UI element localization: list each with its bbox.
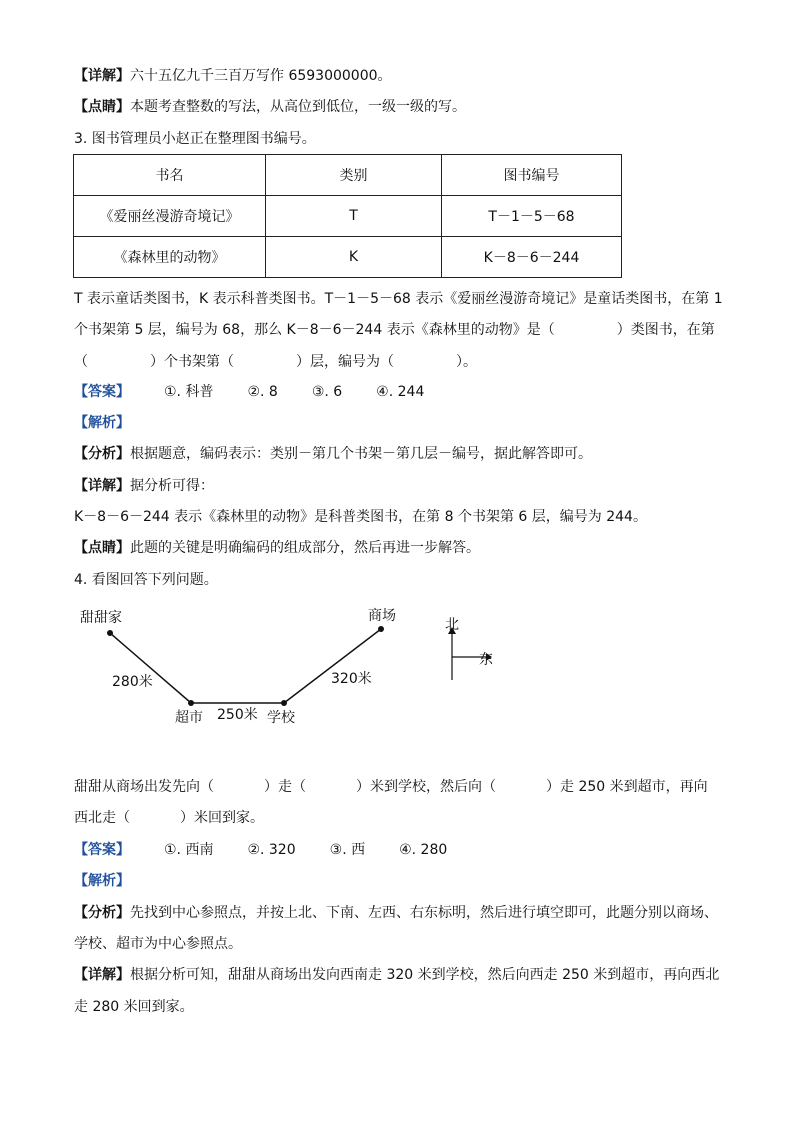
q3-text-segment: 个书架第 5 层，编号为 68，那么 K－8－6－244 表示《森林里的动物》是（ xyxy=(74,322,555,338)
q4-title: 4. 看图回答下列问题。 xyxy=(74,572,218,588)
q4-paragraph-line-1 xyxy=(74,777,708,797)
cell-book-number: K－8－6－244 xyxy=(442,237,622,278)
q3-analysis-heading xyxy=(74,413,130,433)
fenxi-tag: 【分析】 xyxy=(74,446,130,462)
q4-text-segment: ）米到学校，然后向（ xyxy=(356,779,496,795)
distance-school-mall: 320米 xyxy=(331,671,372,687)
q3-title: 3. 图书管理员小赵正在整理图书编号。 xyxy=(74,131,316,147)
mall-point xyxy=(378,626,384,632)
fenxi-text: 根据题意，编码表示：类别－第几个书架－第几层－编号，据此解答即可。 xyxy=(130,446,592,462)
answer-item: ③. 6 xyxy=(311,384,343,400)
answer-item: ①. 西南 xyxy=(164,842,214,858)
answer-item: ②. 8 xyxy=(247,384,278,400)
home-label: 甜甜家 xyxy=(80,610,122,626)
header-category: 类别 xyxy=(266,155,442,196)
table-row xyxy=(74,196,622,237)
cell-book-number: T－1－5－68 xyxy=(442,196,622,237)
home-point xyxy=(107,630,113,636)
supermarket-label: 超市 xyxy=(175,710,203,726)
q3-detail-line-2: K－8－6－244 表示《森林里的动物》是科普类图书，在第 8 个书架第 6 层，编号为 244。 xyxy=(74,509,647,525)
q3-paragraph-line-2 xyxy=(74,320,715,340)
note-tag: 【点睛】 xyxy=(74,540,130,556)
compass-north-label: 北 xyxy=(445,617,459,633)
detail-line-q2 xyxy=(74,66,392,86)
distance-supermarket-school: 250米 xyxy=(217,707,258,723)
q4-text-segment: ）米回到家。 xyxy=(180,810,264,826)
note-text: 此题的关键是明确编码的组成部分，然后再进一步解答。 xyxy=(130,540,480,556)
analysis-tag: 【解析】 xyxy=(74,873,130,889)
q3-text-segment: ）。 xyxy=(456,354,477,370)
school-point xyxy=(281,700,287,706)
q4-text-segment: ）走（ xyxy=(264,779,306,795)
note-line-q2 xyxy=(74,97,466,117)
cell-book-name: 《爱丽丝漫游奇境记》 xyxy=(74,196,266,237)
cell-book-name: 《森林里的动物》 xyxy=(74,237,266,278)
q3-text-segment: ）个书架第（ xyxy=(150,354,234,370)
q3-note-line xyxy=(74,538,480,558)
supermarket-point xyxy=(188,700,194,706)
detail-tag: 【详解】 xyxy=(74,478,130,494)
q3-text-segment: ）类图书，在第 xyxy=(616,322,715,338)
school-label: 学校 xyxy=(267,710,295,726)
cell-category: T xyxy=(266,196,442,237)
q4-fenxi-line xyxy=(74,903,718,923)
compass-east-label: 东 xyxy=(479,652,493,668)
fenxi-tag: 【分析】 xyxy=(74,905,130,921)
q3-fenxi-line xyxy=(74,444,592,464)
detail-text: 六十五亿九千三百万写作 6593000000。 xyxy=(130,68,392,84)
detail-text: 根据分析可知，甜甜从商场出发向西南走 320 米到学校，然后向西走 250 米到超市，再向西北 xyxy=(130,967,720,983)
q4-text-segment: ）走 250 米到超市，再向 xyxy=(546,779,708,795)
answer-item: ③. 西 xyxy=(329,842,366,858)
answer-item: ①. 科普 xyxy=(164,384,214,400)
answer-tag: 【答案】 xyxy=(74,384,130,400)
analysis-tag: 【解析】 xyxy=(74,415,130,431)
detail-tag: 【详解】 xyxy=(74,68,130,84)
header-book-name: 书名 xyxy=(74,155,266,196)
q3-text-segment: （ xyxy=(74,354,88,370)
distance-home-supermarket: 280米 xyxy=(112,674,153,690)
q3-detail-line xyxy=(74,476,214,496)
table-header-row xyxy=(74,155,622,196)
q3-answer-line xyxy=(74,382,424,402)
q4-answer-line xyxy=(74,840,447,860)
q3-paragraph-line-1: T 表示童话类图书，K 表示科普类图书。T－1－5－68 表示《爱丽丝漫游奇境记》是童话类图书，在第 1 xyxy=(74,291,723,307)
q4-text-segment: 西北走（ xyxy=(74,810,130,826)
note-text: 本题考查整数的写法，从高位到低位，一级一级的写。 xyxy=(130,99,466,115)
q4-detail-line xyxy=(74,965,719,985)
q4-detail-line-2: 走 280 米回到家。 xyxy=(74,999,194,1015)
fenxi-text: 先找到中心参照点，并按上北、下南、左西、右东标明，然后进行填空即可，此题分别以商场、 xyxy=(130,905,718,921)
q4-analysis-heading xyxy=(74,871,130,891)
q3-paragraph-line-3 xyxy=(74,352,477,372)
header-book-number: 图书编号 xyxy=(442,155,622,196)
note-tag: 【点睛】 xyxy=(74,99,130,115)
route-map xyxy=(70,600,510,740)
detail-text: 据分析可得： xyxy=(130,478,214,494)
answer-item: ④. 244 xyxy=(376,384,425,400)
answer-item: ②. 320 xyxy=(247,842,296,858)
answer-tag: 【答案】 xyxy=(74,842,130,858)
q3-text-segment: ）层，编号为（ xyxy=(296,354,394,370)
answer-item: ④. 280 xyxy=(399,842,448,858)
q4-text-segment: 甜甜从商场出发先向（ xyxy=(74,779,214,795)
q4-paragraph-line-2 xyxy=(74,808,264,828)
cell-category: K xyxy=(266,237,442,278)
q4-fenxi-line-2: 学校、超市为中心参照点。 xyxy=(74,936,242,952)
table-row xyxy=(74,237,622,278)
book-table xyxy=(73,154,622,278)
detail-tag: 【详解】 xyxy=(74,967,130,983)
mall-label: 商场 xyxy=(368,608,396,624)
route-line xyxy=(110,629,381,703)
